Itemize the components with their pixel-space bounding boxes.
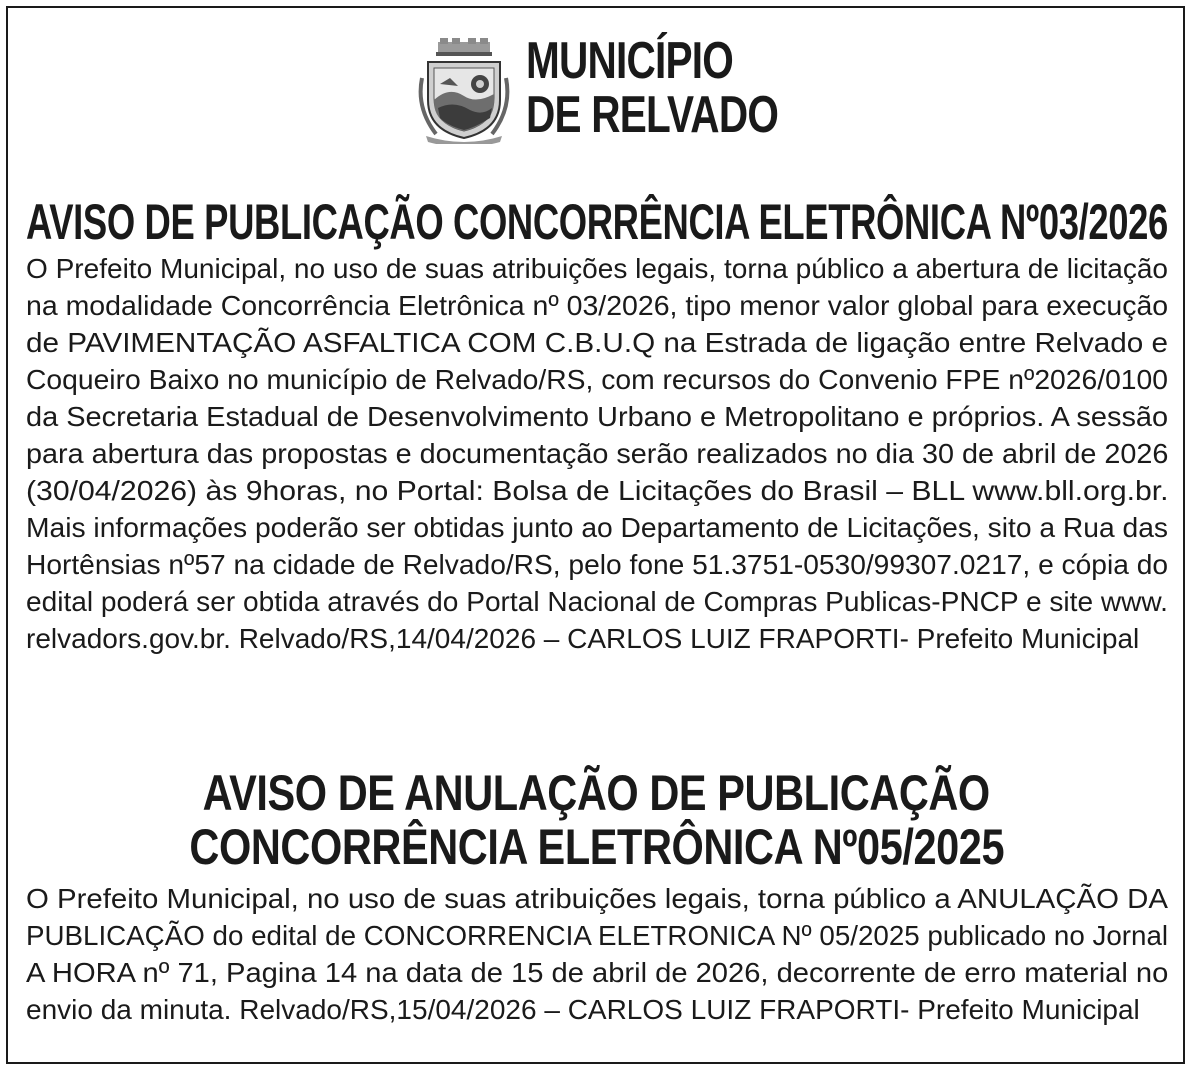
notice1-body-line: na modalidade Concorrência Eletrônica nº 03/2026, tipo menor valor global para execução (26, 290, 1169, 321)
notice1-body-line: de PAVIMENTAÇÃO ASFALTICA COM C.B.U.Q na Estrada de ligação entre Relvado e (26, 327, 1169, 358)
notice2-body (26, 880, 1168, 1028)
municipality-name-line2: DE RELVADO (526, 86, 779, 144)
municipality-name-line1: MUNICÍPIO (526, 32, 734, 90)
coat-of-arms-icon (414, 38, 514, 144)
notice2-title-line1: AVISO DE ANULAÇÃO DE PUBLICAÇÃO (202, 765, 991, 821)
notice2-title (0, 766, 1193, 874)
notice1-body (26, 250, 1168, 657)
notice1-body-line: Coqueiro Baixo no município de Relvado/RS, com recursos do Convenio FPE nº2026/0100 (26, 364, 1168, 395)
notice1-body-line: O Prefeito Municipal, no uso de suas atribuições legais, torna público a abertura de licitação (26, 253, 1169, 284)
notice1-body-line: para abertura das propostas e documentação serão realizados no dia 30 de abril de 2026 (26, 438, 1169, 469)
notice1-body-line: Mais informações poderão ser obtidas junto ao Departamento de Licitações, sito a Rua das (26, 512, 1169, 543)
municipality-header (410, 32, 830, 150)
notice1-body-line: relvadors.gov.br. Relvado/RS,14/04/2026 – CARLOS LUIZ FRAPORTI- Prefeito Municipal (26, 623, 1140, 654)
notice1-body-line: edital poderá ser obtida através do Portal Nacional de Compras Publicas-PNCP e site www. (26, 586, 1168, 617)
notice1-body-line: da Secretaria Estadual de Desenvolvimento Urbano e Metropolitano e próprios. A sessão (26, 401, 1169, 432)
notice1-title: AVISO DE PUBLICAÇÃO CONCORRÊNCIA ELETRÔNICA Nº03/2026 (26, 194, 1168, 250)
notice2-body-line: envio da minuta. Relvado/RS,15/04/2026 – CARLOS LUIZ FRAPORTI- Prefeito Municipal (26, 994, 1140, 1025)
notice2-body-line: A HORA nº 71, Pagina 14 na data de 15 de abril de 2026, decorrente de erro material no (26, 957, 1169, 988)
notice1-body-line: (30/04/2026) às 9horas, no Portal: Bolsa de Licitações do Brasil – BLL www.bll.org.br. (26, 475, 1169, 506)
notice2-title-line2: CONCORRÊNCIA ELETRÔNICA Nº05/2025 (189, 819, 1004, 875)
notice1-body-line: Hortênsias nº57 na cidade de Relvado/RS, pelo fone 51.3751-0530/99307.0217, e cópia do (26, 549, 1169, 580)
municipality-name (526, 34, 778, 142)
notice2-body-line: O Prefeito Municipal, no uso de suas atribuições legais, torna público a ANULAÇÃO DA (26, 883, 1168, 914)
notice2-body-line: PUBLICAÇÃO do edital de CONCORRENCIA ELETRONICA Nº 05/2025 publicado no Jornal (26, 920, 1169, 951)
